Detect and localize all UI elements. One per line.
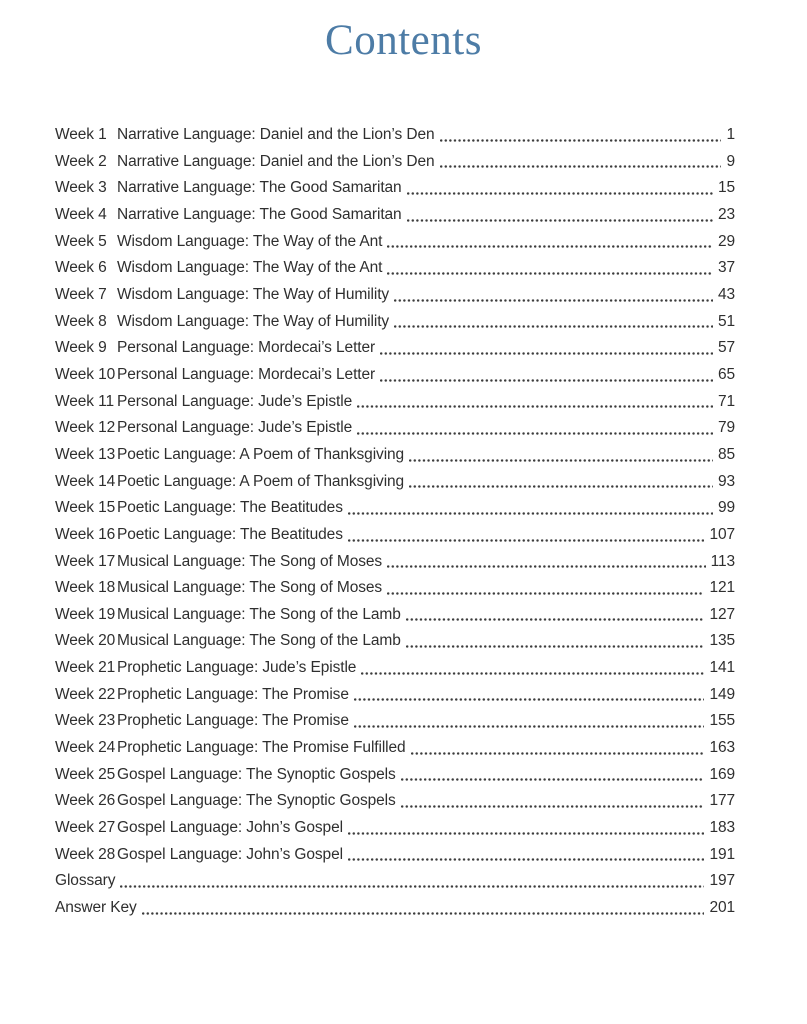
toc-entry-title: Narrative Language: The Good Samaritan xyxy=(117,179,402,197)
toc-entry-title: Gospel Language: The Synoptic Gospels xyxy=(117,765,396,783)
toc-page-number: 177 xyxy=(709,792,735,810)
toc-page-number: 169 xyxy=(709,765,735,783)
toc-entry-row xyxy=(55,655,735,682)
toc-entry-row xyxy=(55,362,735,389)
toc-entry-row xyxy=(55,628,735,655)
toc-entry-row xyxy=(55,415,735,442)
toc-week-label: Week 17 xyxy=(55,552,116,570)
toc-entry-title: Wisdom Language: The Way of the Ant xyxy=(117,259,383,277)
toc-entry-row xyxy=(55,575,735,602)
toc-week-label: Week 15 xyxy=(55,499,116,517)
dot-leader xyxy=(354,725,705,728)
toc-week-label: Week 3 xyxy=(55,179,107,197)
toc-entry-row xyxy=(55,495,735,522)
toc-week-label: Week 19 xyxy=(55,605,116,623)
dot-leader xyxy=(440,139,722,142)
toc-entry-row xyxy=(55,522,735,549)
toc-week-label: Week 12 xyxy=(55,419,116,437)
toc-page-number: 121 xyxy=(709,579,735,597)
toc-entry-title: Personal Language: Jude’s Epistle xyxy=(117,392,353,410)
toc-entry-title: Gospel Language: The Synoptic Gospels xyxy=(117,792,396,810)
dot-leader xyxy=(357,405,713,408)
toc-page-number: 197 xyxy=(709,872,735,890)
toc-page-number: 15 xyxy=(717,179,735,197)
toc-week-label: Week 20 xyxy=(55,632,116,650)
toc-entry-row xyxy=(55,788,735,815)
dot-leader xyxy=(354,698,705,701)
toc-entry-title: Answer Key xyxy=(55,899,137,917)
toc-entry-title: Gospel Language: John’s Gospel xyxy=(117,845,343,863)
dot-leader xyxy=(406,618,705,621)
toc-week-label: Week 16 xyxy=(55,525,116,543)
table-of-contents xyxy=(0,122,807,922)
toc-entry-title: Poetic Language: The Beatitudes xyxy=(117,525,343,543)
toc-entry-title: Personal Language: Jude’s Epistle xyxy=(117,419,353,437)
toc-page-number: 71 xyxy=(717,392,735,410)
toc-entry-row xyxy=(55,708,735,735)
toc-page-number: 23 xyxy=(717,205,735,223)
toc-entry-title: Musical Language: The Song of Moses xyxy=(117,579,383,597)
toc-entry-row xyxy=(55,335,735,362)
dot-leader xyxy=(348,539,705,542)
dot-leader xyxy=(407,219,713,222)
toc-week-label: Week 8 xyxy=(55,312,107,330)
dot-leader xyxy=(380,352,713,355)
toc-entry-row xyxy=(55,735,735,762)
toc-entry-row xyxy=(55,602,735,629)
toc-entry-row xyxy=(55,229,735,256)
toc-page-number: 107 xyxy=(709,525,735,543)
toc-page-number: 9 xyxy=(726,152,735,170)
toc-entry-title: Prophetic Language: The Promise xyxy=(117,712,349,730)
dot-leader xyxy=(387,565,706,568)
toc-week-label: Week 7 xyxy=(55,285,107,303)
toc-entry-row xyxy=(55,469,735,496)
toc-week-label: Week 25 xyxy=(55,765,116,783)
toc-entry-row xyxy=(55,682,735,709)
toc-page-number: 127 xyxy=(709,605,735,623)
toc-page-number: 141 xyxy=(709,659,735,677)
toc-week-label: Week 21 xyxy=(55,659,116,677)
toc-page-number: 1 xyxy=(726,126,735,143)
toc-page-number: 113 xyxy=(710,552,735,570)
toc-week-label: Week 18 xyxy=(55,579,116,597)
page-title: Contents xyxy=(325,17,482,64)
toc-entry-title: Narrative Language: Daniel and the Lion’s Den xyxy=(117,126,435,143)
toc-entry-title: Wisdom Language: The Way of Humility xyxy=(117,285,390,303)
dot-leader xyxy=(409,485,713,488)
toc-week-label: Week 10 xyxy=(55,365,116,383)
dot-leader xyxy=(409,459,713,462)
toc-week-label: Week 27 xyxy=(55,819,116,837)
toc-entry-row xyxy=(55,762,735,789)
dot-leader xyxy=(142,912,705,915)
toc-entry-title: Personal Language: Mordecai’s Letter xyxy=(117,339,376,357)
dot-leader xyxy=(348,832,705,835)
toc-entry-title: Poetic Language: A Poem of Thanksgiving xyxy=(117,445,405,463)
toc-entry-row xyxy=(55,202,735,229)
toc-entry-title: Musical Language: The Song of Moses xyxy=(117,552,383,570)
toc-page-number: 85 xyxy=(717,445,735,463)
toc-week-label: Week 28 xyxy=(55,845,116,863)
toc-page-number: 149 xyxy=(709,685,735,703)
toc-week-label: Week 9 xyxy=(55,339,107,357)
toc-entry-title: Gospel Language: John’s Gospel xyxy=(117,819,343,837)
toc-entry-row xyxy=(55,149,735,176)
toc-entry-row xyxy=(55,842,735,869)
toc-week-label: Week 5 xyxy=(55,232,107,250)
toc-page-number: 93 xyxy=(717,472,735,490)
toc-page-number: 99 xyxy=(717,499,735,517)
toc-entry-title: Prophetic Language: The Promise xyxy=(117,685,349,703)
toc-entry-row xyxy=(55,175,735,202)
dot-leader xyxy=(440,165,722,168)
toc-page-number: 163 xyxy=(709,739,735,757)
dot-leader xyxy=(387,592,704,595)
toc-entry-row xyxy=(55,549,735,576)
toc-entry-row xyxy=(55,442,735,469)
dot-leader xyxy=(401,805,705,808)
dot-leader xyxy=(394,325,713,328)
toc-entry-title: Glossary xyxy=(55,872,116,890)
dot-leader xyxy=(407,192,713,195)
toc-entry-title: Poetic Language: A Poem of Thanksgiving xyxy=(117,472,405,490)
toc-week-label: Week 11 xyxy=(55,392,115,410)
toc-entry-title: Prophetic Language: The Promise Fulfilled xyxy=(117,739,406,757)
toc-page-number: 183 xyxy=(709,819,735,837)
dot-leader xyxy=(348,858,705,861)
dot-leader xyxy=(120,885,704,888)
toc-page-number: 135 xyxy=(709,632,735,650)
toc-page-number: 155 xyxy=(709,712,735,730)
toc-page-number: 37 xyxy=(717,259,735,277)
toc-page-number: 57 xyxy=(717,339,735,357)
toc-week-label: Week 14 xyxy=(55,472,116,490)
toc-entry-title: Poetic Language: The Beatitudes xyxy=(117,499,343,517)
toc-entry-title: Musical Language: The Song of the Lamb xyxy=(117,605,401,623)
toc-entry-title: Musical Language: The Song of the Lamb xyxy=(117,632,401,650)
toc-week-label: Week 26 xyxy=(55,792,116,810)
toc-page-number: 29 xyxy=(717,232,735,250)
toc-entry-row xyxy=(55,309,735,336)
toc-entry-title: Personal Language: Mordecai’s Letter xyxy=(117,365,376,383)
toc-page-number: 201 xyxy=(709,899,735,917)
toc-entry-row xyxy=(55,255,735,282)
dot-leader xyxy=(357,432,713,435)
toc-week-label: Week 24 xyxy=(55,739,116,757)
dot-leader xyxy=(406,645,705,648)
dot-leader xyxy=(401,778,705,781)
toc-week-label: Week 6 xyxy=(55,259,107,277)
toc-page-number: 51 xyxy=(717,312,735,330)
dot-leader xyxy=(380,379,713,382)
toc-entry-title: Wisdom Language: The Way of the Ant xyxy=(117,232,383,250)
dot-leader xyxy=(361,672,704,675)
toc-week-label: Week 4 xyxy=(55,205,107,223)
toc-entry-title: Narrative Language: The Good Samaritan xyxy=(117,205,402,223)
toc-entry-row xyxy=(55,282,735,309)
toc-entry-title: Prophetic Language: Jude’s Epistle xyxy=(117,659,357,677)
dot-leader xyxy=(348,512,713,515)
toc-entry-title: Wisdom Language: The Way of Humility xyxy=(117,312,390,330)
toc-week-label: Week 13 xyxy=(55,445,116,463)
toc-entry-row xyxy=(55,122,735,149)
toc-entry-row xyxy=(55,815,735,842)
toc-entry-title: Narrative Language: Daniel and the Lion’s Den xyxy=(117,152,435,170)
dot-leader xyxy=(394,299,713,302)
toc-entry-row xyxy=(55,895,735,922)
dot-leader xyxy=(387,272,713,275)
toc-week-label: Week 1 xyxy=(55,126,107,143)
toc-page-number: 65 xyxy=(717,365,735,383)
toc-entry-row xyxy=(55,868,735,895)
dot-leader xyxy=(411,752,705,755)
toc-page-number: 79 xyxy=(717,419,735,437)
toc-page-number: 43 xyxy=(717,285,735,303)
toc-entry-row xyxy=(55,389,735,416)
toc-week-label: Week 2 xyxy=(55,152,107,170)
toc-page-number: 191 xyxy=(709,845,735,863)
toc-week-label: Week 22 xyxy=(55,685,116,703)
toc-week-label: Week 23 xyxy=(55,712,116,730)
dot-leader xyxy=(387,245,713,248)
